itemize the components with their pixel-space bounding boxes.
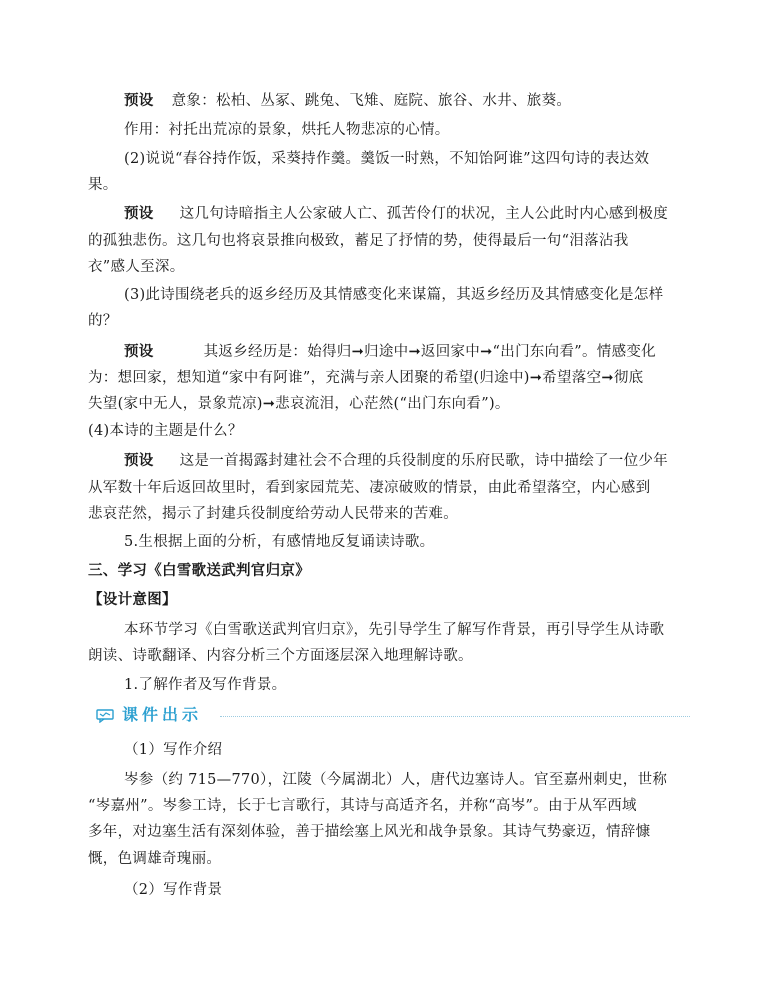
dotted-rule bbox=[220, 716, 690, 717]
answer-imagery bbox=[124, 91, 688, 111]
preset-label: 预设 bbox=[124, 452, 154, 469]
answer-4-line-2: 从军数十年后返回故里时，看到家园荒芜、凄凉破败的情景，由此希望落空，内心感到 bbox=[88, 480, 651, 496]
intro-line-2: “岑嘉州”。岑参工诗，长于七言歌行，其诗与高适齐名，并称“高岑”。由于从军西域 bbox=[88, 798, 637, 814]
courseware-divider bbox=[96, 704, 690, 730]
preset-label: 预设 bbox=[124, 92, 154, 109]
question-3-line-1: (3)此诗围绕老兵的返乡经历及其情感变化来谋篇，其返乡经历及其情感变化是怎样 bbox=[124, 287, 664, 303]
question-4: (4)本诗的主题是什么？ bbox=[88, 423, 243, 439]
intro-line-1: 岑参（约 715—770），江陵（今属湖北）人，唐代边塞诗人。官至嘉州刺史，世称 bbox=[124, 772, 668, 788]
background-heading: （2）写作背景 bbox=[124, 882, 223, 898]
answer-3-line-2: 为：想回家，想知道“家中有阿谁”，充满与亲人团聚的希望(归途中)➞希望落空➞彻底 bbox=[88, 370, 644, 386]
answer-text: 意象：松柏、丛冢、跳兔、飞雉、庭院、旅谷、水井、旅葵。 bbox=[171, 93, 572, 109]
step-1: 1.了解作者及写作背景。 bbox=[124, 677, 287, 693]
chat-bubble-icon bbox=[96, 708, 114, 722]
answer-3-line-1 bbox=[124, 342, 688, 362]
design-intent-heading: 【设计意图】 bbox=[88, 591, 177, 608]
design-line-1: 本环节学习《白雪歌送武判官归京》，先引导学生了解写作背景，再引导学生从诗歌 bbox=[124, 622, 665, 638]
question-2-line-1: (2)说说“春谷持作饭，采葵持作羹。羹饭一时熟，不知饴阿谁”这四句诗的表达效 bbox=[124, 151, 650, 167]
preset-label: 预设 bbox=[124, 205, 154, 222]
section-3-heading: 三、学习《白雪歌送武判官归京》 bbox=[88, 562, 310, 579]
intro-line-4: 慨，色调雄奇瑰丽。 bbox=[88, 851, 222, 867]
answer-4-line-1 bbox=[124, 451, 688, 471]
question-2-line-2: 果。 bbox=[88, 177, 118, 193]
step-5: 5.生根据上面的分析，有感情地反复诵读诗歌。 bbox=[124, 534, 435, 550]
answer-text: 这几句诗暗指主人公家破人亡、孤苦伶仃的状况，主人公此时内心感到极度 bbox=[179, 206, 669, 222]
intro-heading: （1）写作介绍 bbox=[124, 742, 223, 758]
answer-text: 其返乡经历是：始得归➞归途中➞返回家中➞“出门东向看”。情感变化 bbox=[203, 344, 656, 360]
answer-2-line-1 bbox=[124, 204, 688, 224]
question-3-line-2: 的？ bbox=[88, 313, 118, 329]
answer-effect: 作用：衬托出荒凉的景象，烘托人物悲凉的心情。 bbox=[124, 122, 450, 138]
answer-2-line-2: 的孤独悲伤。这几句也将哀景推向极致，蓄足了抒情的势，使得最后一句“泪落沾我 bbox=[88, 233, 629, 249]
answer-text: 这是一首揭露封建社会不合理的兵役制度的乐府民歌，诗中描绘了一位少年 bbox=[179, 453, 669, 469]
preset-label: 预设 bbox=[124, 343, 154, 360]
design-line-2: 朗读、诗歌翻译、内容分析三个方面逐层深入地理解诗歌。 bbox=[88, 648, 473, 664]
answer-4-line-3: 悲哀茫然，揭示了封建兵役制度给劳动人民带来的苦难。 bbox=[88, 506, 458, 522]
answer-3-line-3: 失望(家中无人，景象荒凉)➞悲哀流泪，心茫然(“出门东向看”)。 bbox=[88, 396, 510, 412]
intro-line-3: 多年，对边塞生活有深刻体验，善于描绘塞上风光和战争景象。其诗气势豪迈，情辞慷 bbox=[88, 824, 651, 840]
courseware-title: 课件出示 bbox=[122, 705, 203, 724]
answer-2-line-3: 衣”感人至深。 bbox=[88, 259, 185, 275]
